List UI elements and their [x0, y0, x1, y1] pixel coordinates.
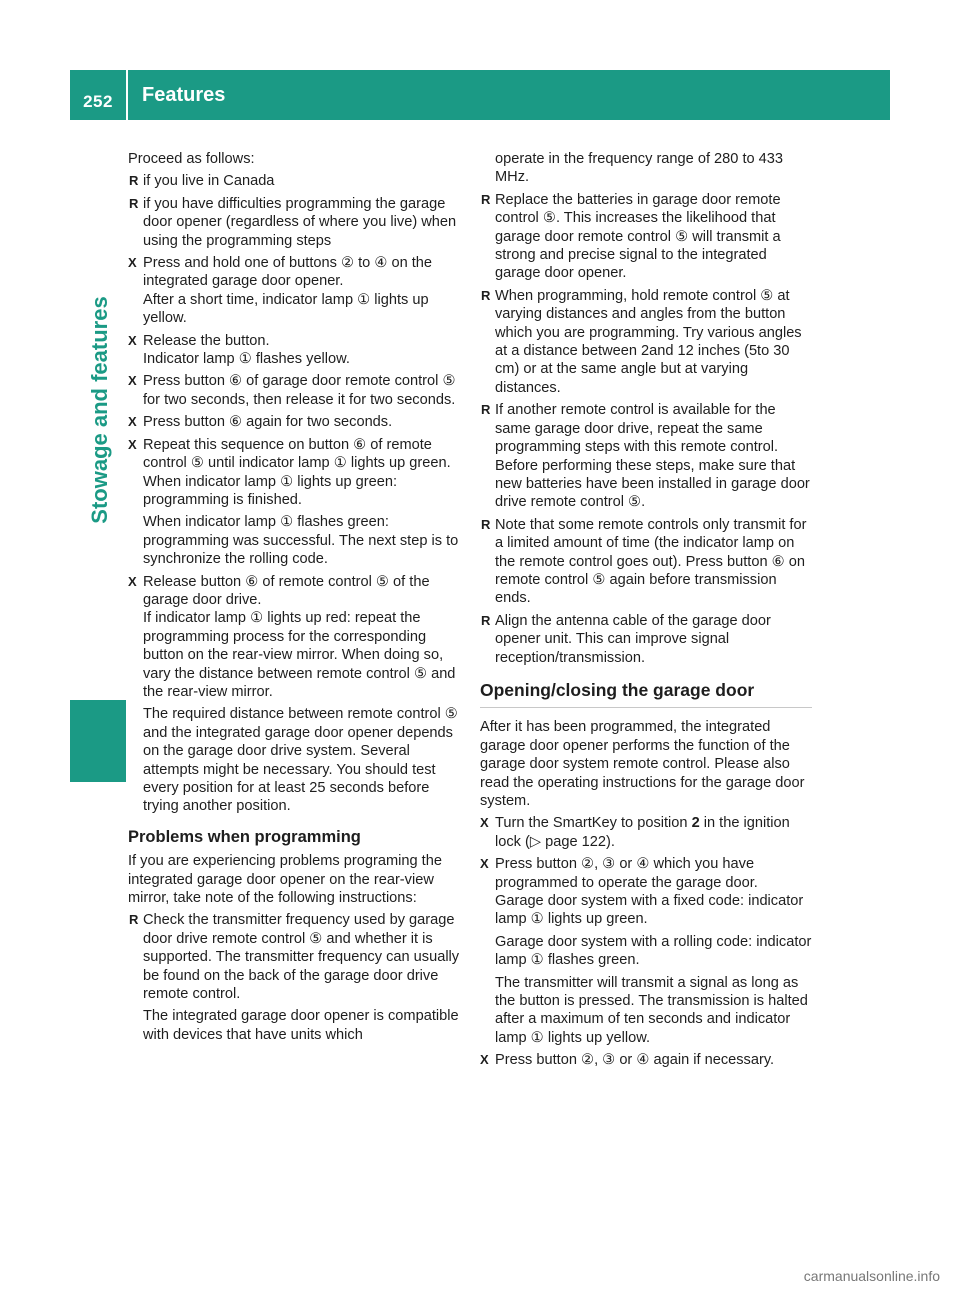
- list-item-text: When programming, hold remote control ⑤ at varying distances and angles from the button which you are programming. Try various angles at a distance between 2and 12 inches (5to 30 cm) or at the same angle but at varying distances.: [495, 287, 802, 396]
- section-title: Features: [142, 84, 226, 106]
- step-text-part: in the ignition lock (▷ page 122).: [495, 815, 790, 850]
- step-result-text: If indicator lamp ① lights up red: repeat the programming process for the corresponding button on the rear-view mirror. When doing so, vary the distance between remote control ⑤ and the rear-view mirror.: [143, 610, 456, 700]
- step-text: Press and hold one of buttons ② to ④ on the integrated garage door opener.: [143, 255, 433, 290]
- step-text: Release button ⑥ of remote control ⑤ of the garage door drive.: [143, 573, 430, 608]
- intro-text: Proceed as follows:: [128, 151, 255, 167]
- problems-heading: Problems when programming: [128, 827, 361, 846]
- list-item: [480, 612, 812, 667]
- list-item-text: The integrated garage door opener is compatible with devices that have units which: [143, 1008, 459, 1043]
- step-arrow-icon: X: [128, 255, 137, 271]
- step-arrow-icon: X: [128, 414, 137, 430]
- step-result-text: The transmitter will transmit a signal as long as the button is pressed. The transmission is halted after a maximum of ten seconds and indicator lamp ① lights up yellow.: [495, 974, 808, 1046]
- step-arrow-icon: X: [480, 856, 489, 872]
- list-item: [128, 195, 460, 250]
- bullet-marker: R: [481, 191, 491, 207]
- position-number: 2: [691, 815, 700, 832]
- list-item: [480, 191, 812, 283]
- list-item-text: Align the antenna cable of the garage door opener unit. This can improve signal reception/transmission.: [495, 612, 771, 666]
- step-arrow-icon: X: [128, 573, 137, 589]
- list-item: [480, 401, 812, 511]
- step-result-text: Indicator lamp ① flashes yellow.: [143, 351, 350, 368]
- instruction-step: [480, 814, 812, 851]
- list-item-text: Note that some remote controls only transmit for a limited amount of time (the indicator lamp on the remote control goes out). Press button ⑥ on remote control ⑤ again before transmission ends.: [495, 516, 807, 607]
- opening-heading: Opening/closing the garage door: [480, 681, 812, 708]
- step-result-text: The required distance between remote control ⑤ and the integrated garage door opener depends on the garage door drive system. Several attempts might be necessary. You should test every position for at least 25 seconds before trying another position.: [143, 706, 458, 815]
- list-item: [128, 911, 460, 1044]
- header-divider: [126, 70, 128, 120]
- bullet-marker: R: [129, 912, 139, 928]
- instruction-step: [128, 332, 460, 369]
- list-item-text: if you have difficulties programming the garage door opener (regardless of where you live) when using the programming steps: [143, 195, 457, 249]
- instruction-step: [128, 413, 460, 431]
- list-item-text: If another remote control is available for the same garage door drive, repeat the same programming steps with this remote control. Before performing these steps, make sure that new batteries have been installed in garage door drive remote control ⑤.: [495, 402, 810, 511]
- instruction-step: [480, 855, 812, 1047]
- step-arrow-icon: X: [480, 1052, 489, 1068]
- problems-intro: If you are experiencing problems programing the integrated garage door opener on the rear-view mirror, take note of the following instructions:: [128, 853, 442, 907]
- step-result-text: After a short time, indicator lamp ① lights up yellow.: [143, 291, 429, 327]
- step-text-part: Turn the SmartKey to position: [495, 815, 692, 832]
- step-text: Release the button.: [143, 332, 270, 349]
- instruction-step: [480, 1051, 812, 1069]
- bullet-marker: R: [481, 612, 491, 628]
- step-result-text: When indicator lamp ① lights up green: programming is finished.: [143, 473, 398, 508]
- list-item-text: Replace the batteries in garage door remote control ⑤. This increases the likelihood that garage door remote control ⑤ will transmit a strong and precise signal to the integrated garage door opener.: [495, 191, 781, 282]
- bullet-marker: R: [129, 195, 139, 211]
- instruction-step: [128, 372, 460, 409]
- step-result-text: When indicator lamp ① flashes green: programming was successful. The next step is to synchronize the rolling code.: [143, 514, 459, 568]
- step-text: Press button ②, ③ or ④ again if necessary.: [495, 1052, 775, 1069]
- instruction-step: [128, 573, 460, 816]
- list-item-text: Check the transmitter frequency used by garage door drive remote control ⑤ and whether it is supported. The transmitter frequency can usually be found on the back of the garage door drive remote control.: [143, 912, 460, 1003]
- step-arrow-icon: X: [128, 332, 137, 348]
- opening-intro: After it has been programmed, the integrated garage door opener performs the function of the garage door system remote control. Please also read the operating instructions for the garage door system.: [480, 719, 805, 809]
- step-arrow-icon: X: [128, 373, 137, 389]
- bullet-marker: R: [129, 173, 139, 189]
- continued-text: operate in the frequency range of 280 to 433 MHz.: [495, 151, 784, 186]
- step-arrow-icon: X: [480, 815, 489, 831]
- chapter-tab-block: [70, 700, 126, 782]
- step-text: [495, 814, 812, 851]
- step-text: Press button ⑥ of garage door remote control ⑤ for two seconds, then release it for two seconds.: [143, 373, 456, 408]
- bullet-marker: R: [481, 402, 491, 418]
- step-text: Press button ②, ③ or ④ which you have programmed to operate the garage door.: [495, 856, 758, 891]
- step-text: Repeat this sequence on button ⑥ of remote control ⑤ until indicator lamp ① lights up green.: [143, 436, 451, 472]
- step-text: Press button ⑥ again for two seconds.: [143, 414, 393, 431]
- chapter-side-label: Stowage and features: [87, 296, 112, 524]
- step-result-text: Garage door system with a fixed code: indicator lamp ① lights up green.: [495, 893, 804, 928]
- step-result-text: Garage door system with a rolling code: indicator lamp ① flashes green.: [495, 933, 812, 969]
- page-number: 252: [83, 92, 113, 111]
- list-item: [480, 287, 812, 397]
- right-column: [480, 150, 812, 1074]
- left-column: [128, 150, 460, 1048]
- instruction-step: [128, 254, 460, 328]
- list-item-text: if you live in Canada: [143, 173, 275, 190]
- instruction-step: [128, 436, 460, 569]
- watermark-text: carmanualsonline.info: [803, 1268, 940, 1284]
- step-arrow-icon: X: [128, 436, 137, 452]
- bullet-marker: R: [481, 287, 491, 303]
- list-item: [128, 172, 460, 190]
- bullet-marker: R: [481, 516, 491, 532]
- list-item: [480, 516, 812, 608]
